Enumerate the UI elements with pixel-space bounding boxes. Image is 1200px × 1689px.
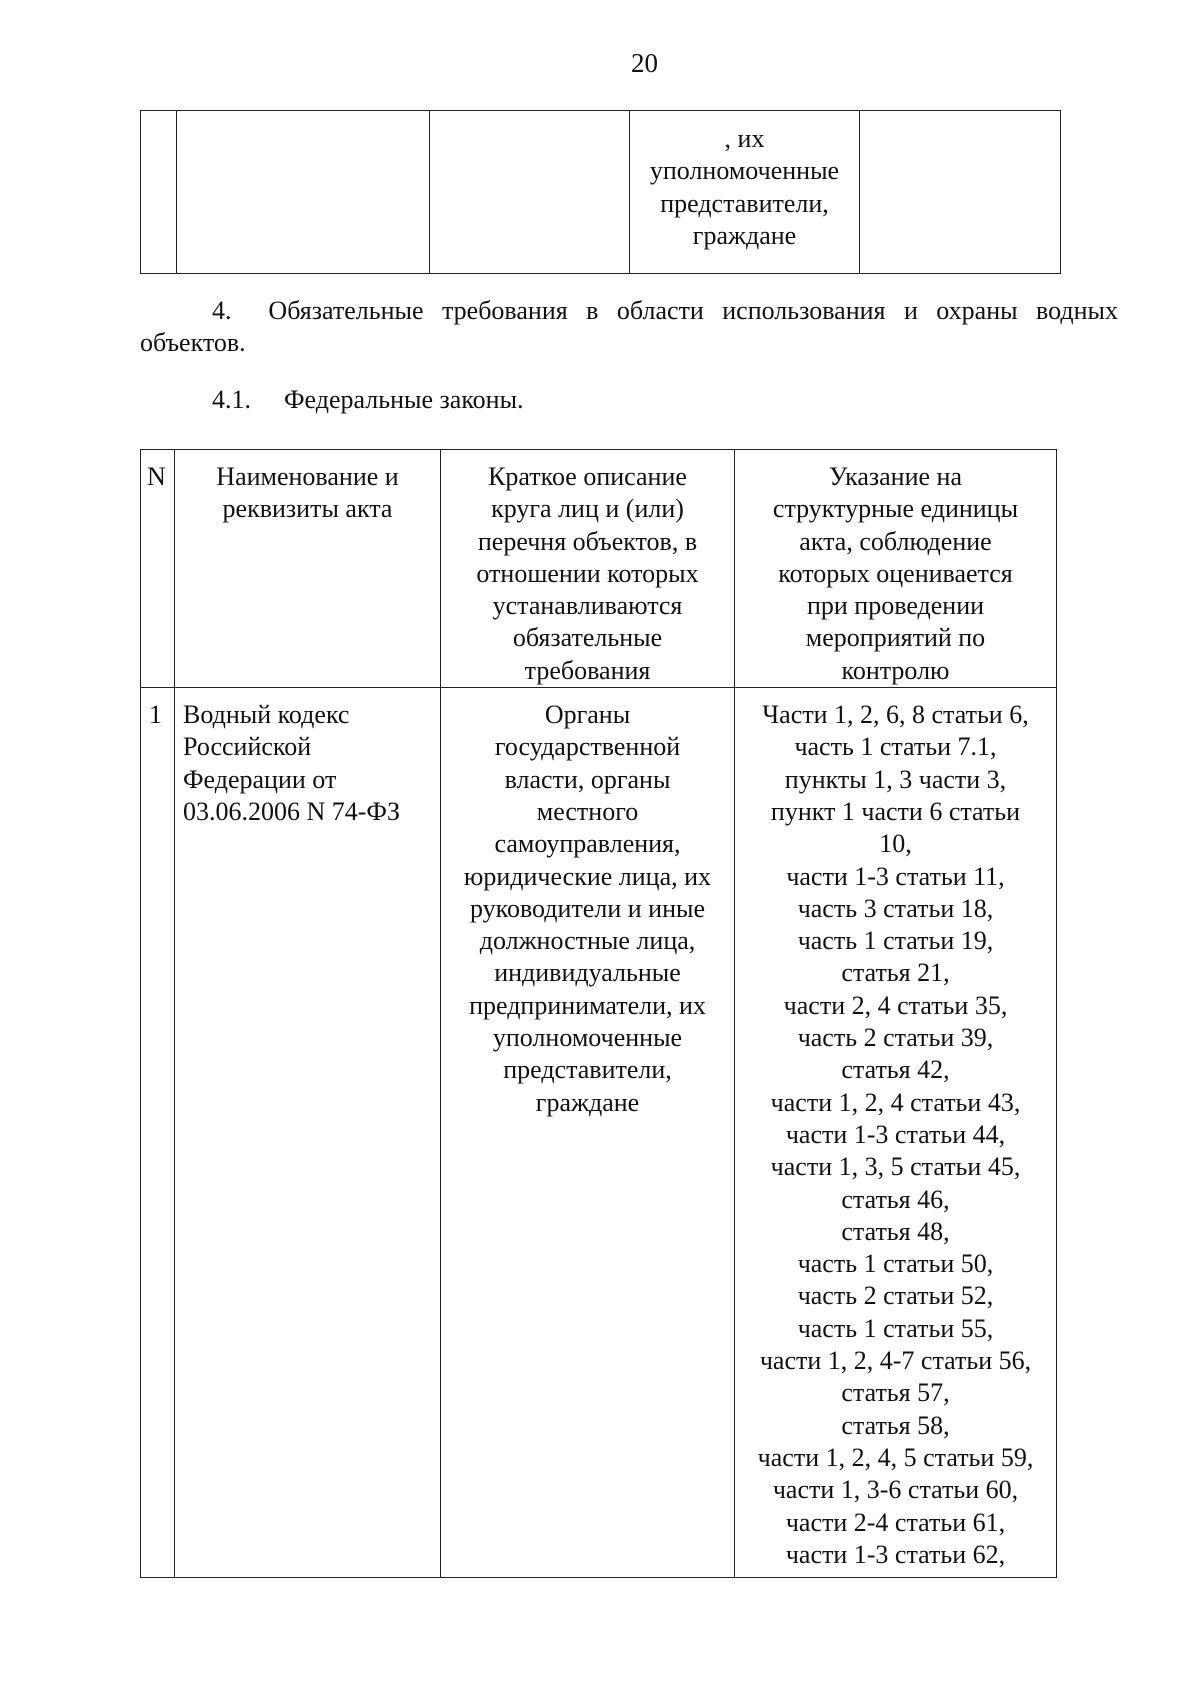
- description-line: , их: [724, 124, 765, 153]
- unit-line: пункт 1 части 6 статьи: [770, 796, 1021, 826]
- header-line: реквизиты акта: [222, 494, 393, 524]
- cell-law: [430, 111, 630, 274]
- description-line: должностные лица,: [479, 926, 696, 956]
- unit-line: статья 57,: [841, 1378, 950, 1408]
- unit-line: статья 21,: [841, 958, 950, 988]
- description-line: Органы: [544, 700, 631, 730]
- name-line: Федерации от: [183, 764, 337, 794]
- header-line: структурные единицы: [772, 494, 1019, 524]
- unit-line: часть 1 статьи 7.1,: [794, 732, 997, 762]
- header-line: перечня объектов, в: [477, 526, 698, 556]
- description-line: юридические лица, их: [463, 861, 712, 891]
- cell-units: [735, 688, 1057, 1578]
- description-line: самоуправления,: [494, 829, 681, 859]
- cell-n: 1: [141, 688, 175, 1578]
- requirements-table: [140, 449, 1057, 1578]
- unit-line: статья 58,: [841, 1410, 950, 1440]
- unit-line: части 1-3 статьи 44,: [785, 1119, 1006, 1149]
- cell-description: [441, 688, 735, 1578]
- header-line: обязательные: [512, 623, 663, 653]
- table-header-row: [141, 450, 1057, 688]
- unit-line: части 2-4 статьи 61,: [785, 1507, 1006, 1537]
- cell-units: [860, 111, 1061, 274]
- unit-line: части 1, 3, 5 статьи 45,: [770, 1152, 1021, 1182]
- description-line: представители,: [503, 1055, 672, 1085]
- header-units: [735, 450, 1057, 688]
- header-line: мероприятий по: [805, 623, 986, 653]
- page-number: 20: [631, 48, 658, 78]
- header-line: которых оценивается: [778, 558, 1013, 588]
- header-description: [441, 450, 735, 688]
- header-line: контролю: [841, 655, 950, 685]
- header-line: круга лиц и (или): [491, 494, 684, 524]
- unit-line: части 1, 2, 4, 5 статьи 59,: [757, 1442, 1034, 1472]
- continuation-table: [140, 110, 1061, 274]
- description-line: уполномоченные: [492, 1023, 683, 1053]
- unit-line: часть 1 статьи 50,: [797, 1249, 994, 1279]
- cell-description: [630, 111, 860, 274]
- name-line: Водный кодекс: [183, 700, 350, 730]
- unit-line: статья 46,: [841, 1184, 950, 1214]
- description-line: власти, органы: [504, 764, 671, 794]
- unit-line: части 1, 2, 4 статьи 43,: [770, 1087, 1021, 1117]
- unit-line: части 2, 4 статьи 35,: [783, 990, 1008, 1020]
- description-line: граждане: [535, 1087, 640, 1117]
- header-line: при проведении: [806, 591, 985, 621]
- header-n: N: [141, 450, 175, 688]
- section-title: Федеральные законы.: [284, 385, 524, 414]
- unit-line: части 1-3 статьи 11,: [786, 861, 1005, 891]
- unit-line: часть 2 статьи 39,: [797, 1023, 994, 1053]
- unit-line: части 1, 2, 4-7 статьи 56,: [759, 1346, 1032, 1376]
- header-line: устанавливаются: [492, 591, 683, 621]
- section-number: 4.: [212, 296, 232, 325]
- name-line: Российской: [183, 732, 312, 762]
- section-number: 4.1.: [212, 385, 251, 414]
- unit-line: статья 42,: [841, 1055, 950, 1085]
- header-line: Наименование и: [216, 462, 399, 491]
- cell-name: [175, 688, 441, 1578]
- description-line: граждане: [692, 220, 797, 250]
- table-row: [141, 111, 1061, 274]
- unit-line: части 1-3 статьи 62,: [785, 1539, 1006, 1569]
- header-name: [175, 450, 441, 688]
- unit-line: часть 2 статьи 52,: [797, 1281, 994, 1311]
- unit-line: части 1, 3-6 статьи 60,: [772, 1475, 1019, 1505]
- description-line: уполномоченные: [649, 156, 840, 186]
- table-row: [141, 688, 1057, 1578]
- unit-line: часть 1 статьи 55,: [797, 1313, 994, 1343]
- header-line: акта, соблюдение: [799, 526, 992, 556]
- header-line: требования: [524, 655, 651, 685]
- description-line: индивидуальные: [494, 958, 681, 988]
- name-line: 03.06.2006 N 74-ФЗ: [183, 796, 401, 826]
- description-line: местного: [536, 796, 639, 826]
- header-line: Краткое описание: [488, 462, 687, 491]
- cell-n: [141, 111, 177, 274]
- unit-line: статья 48,: [841, 1216, 950, 1246]
- unit-line: часть 3 статьи 18,: [797, 893, 994, 923]
- header-line: отношении которых: [476, 558, 699, 588]
- section-heading-4-1: [212, 384, 524, 416]
- description-line: руководители и иные: [469, 893, 705, 923]
- cell-name: [177, 111, 430, 274]
- section-heading-4: [140, 295, 1118, 359]
- header-line: Указание на: [828, 462, 963, 491]
- description-line: государственной: [494, 732, 681, 762]
- description-line: представители,: [660, 188, 829, 218]
- unit-line: 10,: [879, 829, 912, 859]
- description-line: предприниматели, их: [469, 990, 706, 1020]
- unit-line: часть 1 статьи 19,: [797, 926, 994, 956]
- unit-line: Части 1, 2, 6, 8 статьи 6,: [762, 700, 1029, 730]
- section-title: Обязательные требования в области использования и охраны водных объектов.: [140, 296, 1119, 357]
- unit-line: пункты 1, 3 части 3,: [784, 764, 1007, 794]
